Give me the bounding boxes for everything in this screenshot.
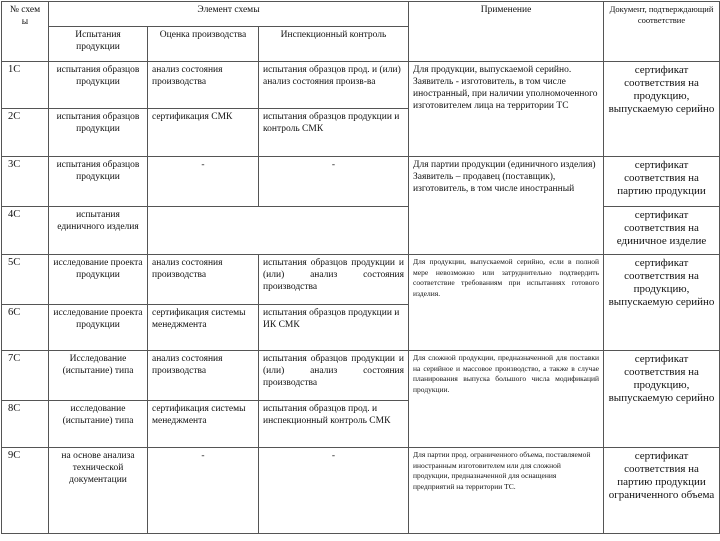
scheme-cell: 8С [2,401,49,448]
document-cell: сертификат соответствия на продукцию, выпускаемую серийно [604,62,720,157]
inspection-cell: испытания образцов продукции и (или) анализ состояния производства [259,351,409,401]
testing-cell: исследование проекта продукции [49,255,148,305]
scheme-cell: 9С [2,448,49,534]
document-cell: сертификат соответствия на партию продукции ограниченного объема [604,448,720,534]
application-cell: Для партии прод. ограниченного объема, поставляемой иностранным изготовителем или для сложной продукции, предназначенной для оснащения предприятий на территории ТС. [409,448,604,534]
testing-cell: исследование проекта продукции [49,305,148,351]
application-cell: Для продукции, выпускаемой серийно. Заявитель - изготовитель, в том числе иностранный, при наличии уполномоченного изготовителем лица на территории ТС [409,62,604,157]
testing-cell: на основе анализа технической документации [49,448,148,534]
production-cell: - [148,448,259,534]
production-cell: сертификация СМК [148,109,259,157]
header-document: Документ, подтверждающий соответствие [604,2,720,62]
inspection-cell: испытания образцов прод. и инспекционный контроль СМК [259,401,409,448]
production-cell: сертификация системы менеджмента [148,305,259,351]
certification-schemes-table [1,1,720,534]
scheme-cell: 5С [2,255,49,305]
scheme-cell: 4С [2,207,49,255]
scheme-cell: 6С [2,305,49,351]
testing-cell: испытания единичного изделия [49,207,148,255]
inspection-cell: - [259,448,409,534]
header-scheme-number: № схем ы [2,2,49,62]
application-cell: Для продукции, выпускаемой серийно, если в полной мере невозможно или затруднительно подтвердить соответствие требованиям при испытаниях готового изделия. [409,255,604,351]
production-cell: - [148,157,259,207]
testing-cell: исследование (испытание) типа [49,401,148,448]
inspection-cell: - [259,157,409,207]
scheme-cell: 2С [2,109,49,157]
production-cell: анализ состояния производства [148,351,259,401]
header-application: Применение [409,2,604,62]
document-cell: сертификат соответствия на продукцию, выпускаемую серийно [604,351,720,448]
production-cell: анализ состояния производства [148,255,259,305]
inspection-cell: испытания образцов продукции и (или) анализ состояния производства [259,255,409,305]
testing-cell: Исследование (испытание) типа [49,351,148,401]
header-production-assessment: Оценка производства [148,27,259,62]
document-cell: сертификат соответствия на единичное изделие [604,207,720,255]
document-cell: сертификат соответствия на партию продукции [604,157,720,207]
inspection-cell: испытания образцов продукции и ИК СМК [259,305,409,351]
scheme-cell: 1С [2,62,49,109]
application-cell: Для сложной продукции, предназначенной для поставки на серийное и массовое производство, а также в случае планирования выпуска большого числа модификаций продукции. [409,351,604,448]
scheme-cell: 7С [2,351,49,401]
inspection-cell: испытания образцов продукции и контроль СМК [259,109,409,157]
header-inspection-control: Инспекционный контроль [259,27,409,62]
application-cell: Для партии продукции (единичного изделия) Заявитель – продавец (поставщик), изготовитель, в том числе иностранный [409,157,604,255]
header-scheme-element: Элемент схемы [49,2,409,27]
production-cell: анализ состояния производства [148,62,259,109]
production-cell: сертификация системы менеджмента [148,401,259,448]
empty-merged-cell [148,207,409,255]
header-product-testing: Испытания продукции [49,27,148,62]
testing-cell: испытания образцов продукции [49,62,148,109]
scheme-cell: 3С [2,157,49,207]
inspection-cell: испытания образцов прод. и (или) анализ состояния произв-ва [259,62,409,109]
testing-cell: испытания образцов продукции [49,157,148,207]
testing-cell: испытания образцов продукции [49,109,148,157]
document-cell: сертификат соответствия на продукцию, выпускаемую серийно [604,255,720,351]
